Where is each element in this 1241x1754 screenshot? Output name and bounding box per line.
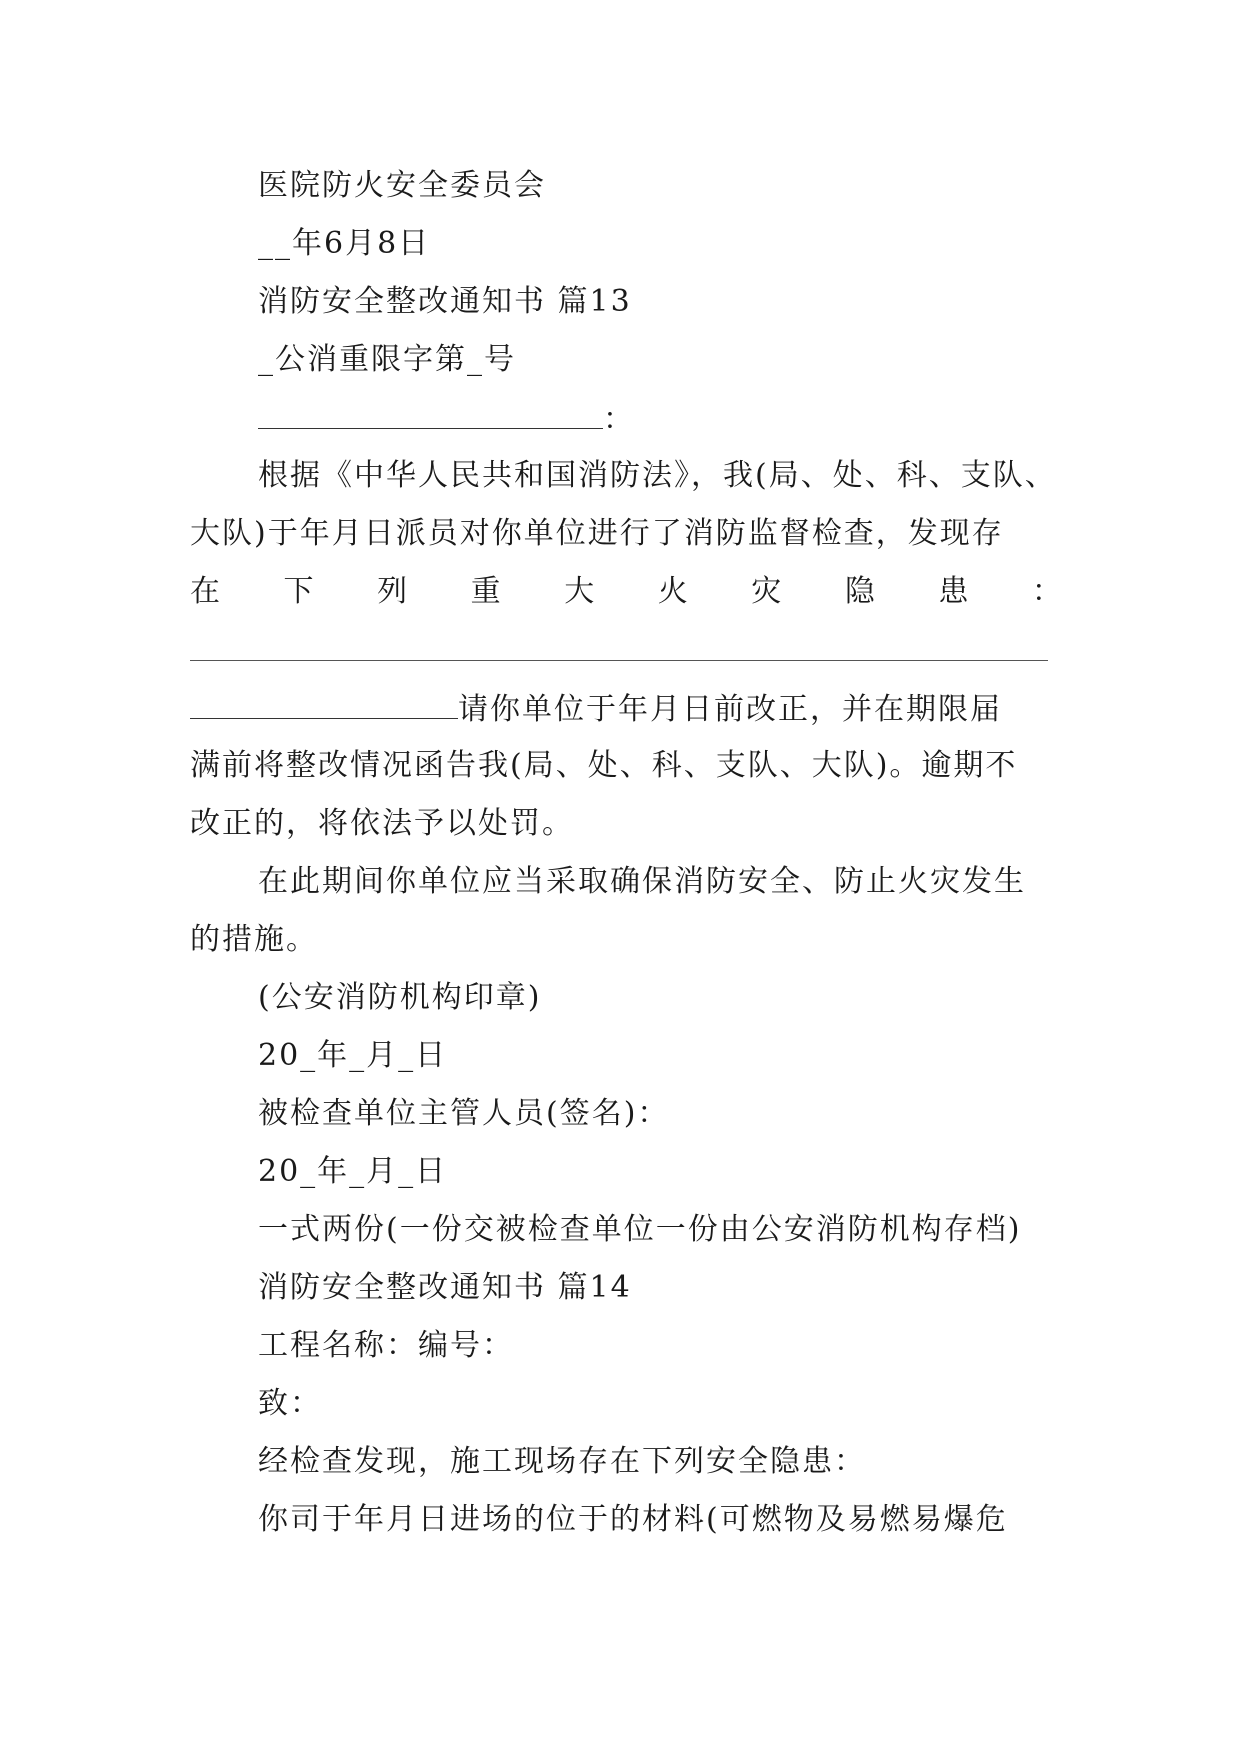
- body-paragraph-line: 改正的，将依法予以处罚。: [190, 806, 574, 841]
- hazard-char: 患: [938, 574, 969, 609]
- committee-signature: 医院防火安全委员会: [258, 168, 546, 203]
- project-name-line: 工程名称：编号：: [258, 1328, 514, 1363]
- date-line: 20_年_月_日: [258, 1038, 448, 1073]
- rectification-blank: [190, 688, 458, 719]
- signature-line: 被检查单位主管人员(签名)：: [258, 1096, 670, 1131]
- body-paragraph-line: 经检查发现，施工现场存在下列安全隐患：: [258, 1444, 866, 1479]
- to-line: 致：: [258, 1386, 322, 1421]
- rectification-text: 请你单位于年月日前改正，并在期限届: [458, 692, 1002, 727]
- body-paragraph-line: 根据《中华人民共和国消防法》，我(局、处、科、支队、: [258, 458, 1057, 493]
- hazard-char: 灾: [751, 574, 782, 609]
- addressee-colon: ：: [603, 402, 635, 437]
- seal-line: (公安消防机构印章): [258, 980, 542, 1015]
- document-number: _公消重限字第_号: [258, 342, 516, 377]
- hazard-char: ：: [1031, 574, 1062, 609]
- body-paragraph-line: 在此期间你单位应当采取确保消防安全、防止火灾发生: [258, 864, 1026, 899]
- addressee-line: [258, 398, 635, 440]
- body-paragraph-line: 满前将整改情况函告我(局、处、科、支队、大队)。逾期不: [190, 748, 1018, 783]
- addressee-blank: [258, 398, 603, 429]
- date-line: __年6月8日: [258, 226, 431, 261]
- hazard-heading-line: [190, 572, 1062, 612]
- copies-note: 一式两份(一份交被检查单位一份由公安消防机构存档): [258, 1212, 1022, 1247]
- body-paragraph-line: 大队)于年月日派员对你单位进行了消防监督检查，发现存: [190, 516, 1004, 551]
- date-line: 20_年_月_日: [258, 1154, 448, 1189]
- hazard-fill-rule: [190, 660, 1048, 661]
- body-paragraph-line: 你司于年月日进场的位于的材料(可燃物及易燃易爆危: [258, 1502, 1008, 1537]
- hazard-char: 在: [190, 574, 220, 609]
- hazard-char: 火: [657, 574, 688, 609]
- hazard-char: 大: [564, 574, 595, 609]
- hazard-char: 重: [470, 574, 501, 609]
- rectification-line: [190, 688, 1002, 730]
- section-heading-14: 消防安全整改通知书 篇14: [258, 1270, 632, 1305]
- hazard-char: 列: [377, 574, 408, 609]
- body-paragraph-line: 的措施。: [190, 922, 318, 957]
- section-heading-13: 消防安全整改通知书 篇13: [258, 284, 632, 319]
- hazard-char: 隐: [844, 574, 875, 609]
- hazard-char: 下: [283, 574, 314, 609]
